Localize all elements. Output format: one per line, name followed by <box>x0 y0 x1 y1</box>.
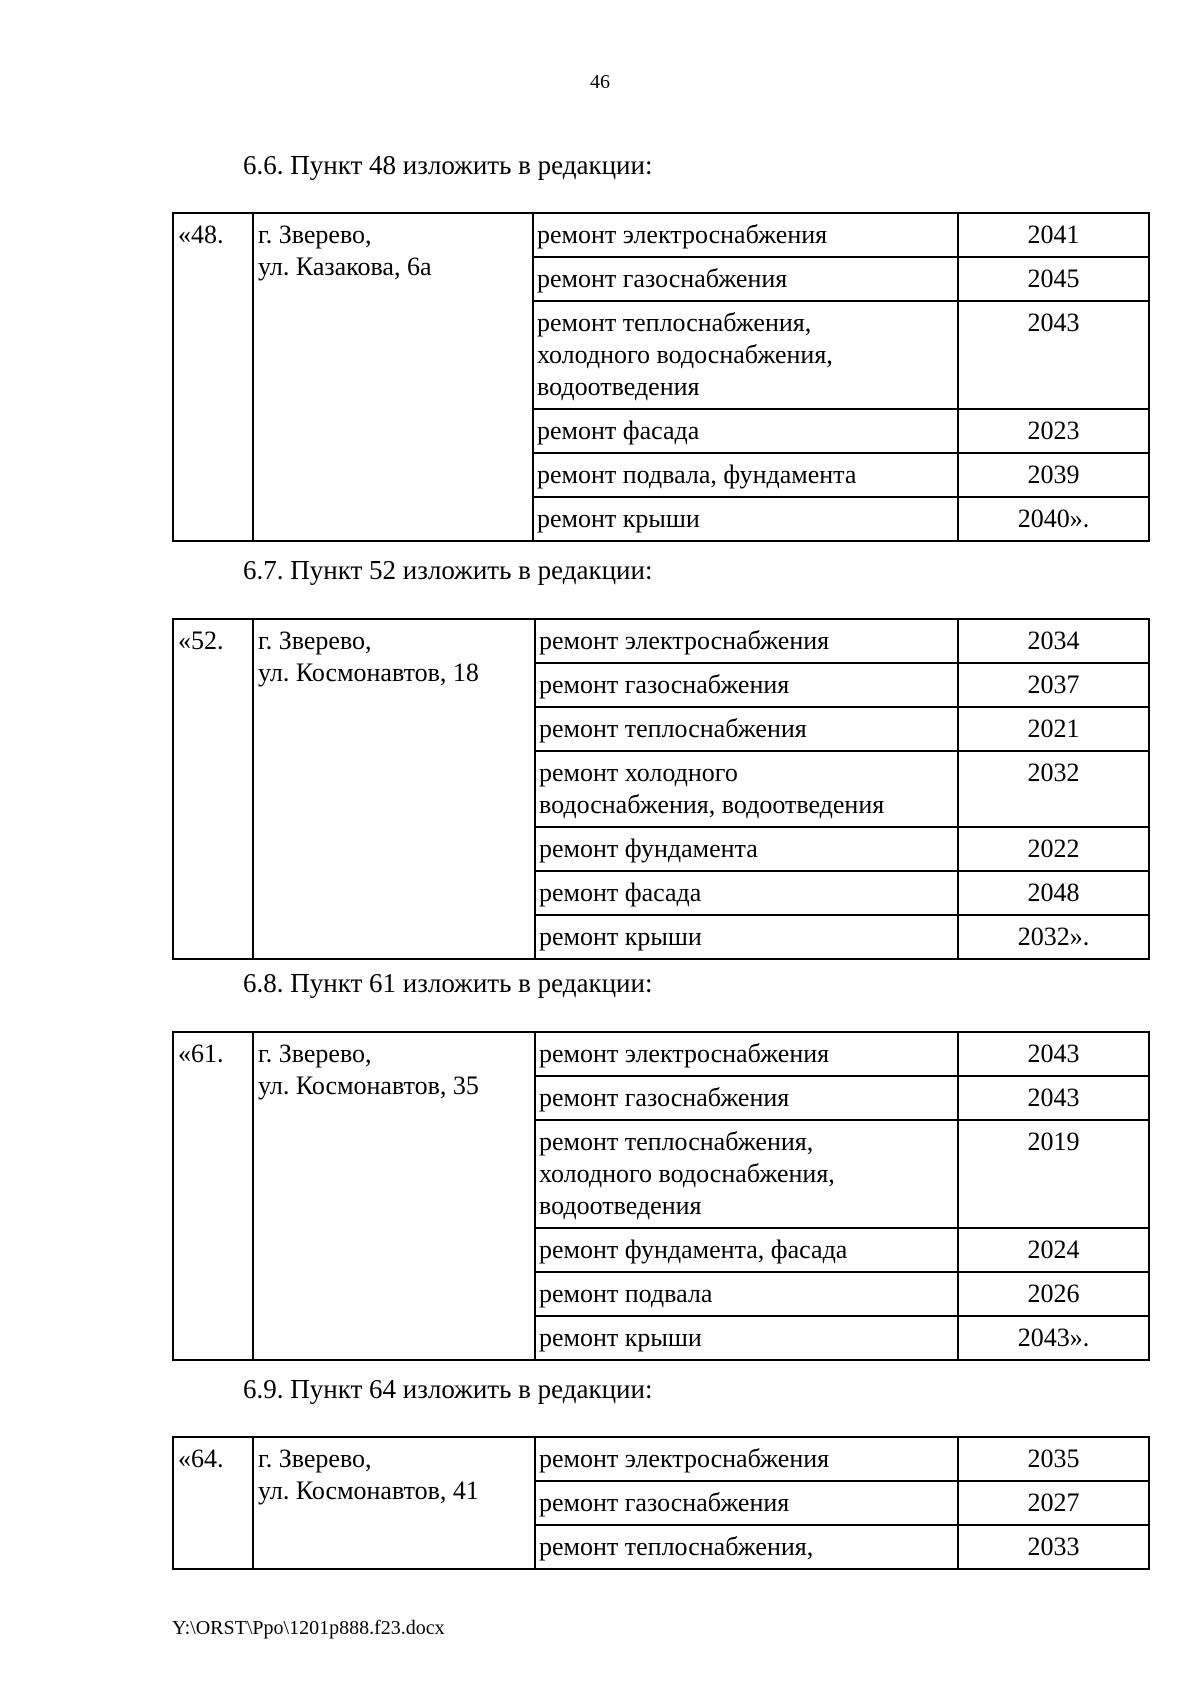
work-type: ремонт фундамента <box>535 827 958 871</box>
table-row <box>173 1437 1149 1481</box>
work-year: 2032 <box>958 751 1149 827</box>
address-city: г. Зверево, <box>258 220 372 249</box>
work-type: ремонт теплоснабжения, <box>535 1525 958 1569</box>
address-cell <box>253 1032 535 1360</box>
amendment-table <box>172 212 1150 542</box>
work-type: ремонт крыши <box>533 497 958 541</box>
table-row <box>173 619 1149 663</box>
work-type: ремонт крыши <box>535 915 958 959</box>
work-year: 2026 <box>958 1272 1149 1316</box>
work-type: ремонт электроснабжения <box>535 1032 958 1076</box>
section-heading: 6.8. Пункт 61 изложить в редакции: <box>243 968 653 998</box>
work-year: 2041 <box>958 213 1149 257</box>
item-number: «52. <box>173 619 253 959</box>
work-year: 2024 <box>958 1228 1149 1272</box>
work-type: ремонт газоснабжения <box>535 1481 958 1525</box>
amendment-table <box>172 1031 1150 1361</box>
work-type: ремонт газоснабжения <box>533 257 958 301</box>
section-heading: 6.7. Пункт 52 изложить в редакции: <box>243 555 653 585</box>
work-year: 2045 <box>958 257 1149 301</box>
work-type: ремонт теплоснабжения <box>535 707 958 751</box>
item-number: «48. <box>173 213 253 541</box>
table-row <box>173 1032 1149 1076</box>
work-year: 2019 <box>958 1120 1149 1228</box>
address-street: ул. Космонавтов, 18 <box>258 658 479 687</box>
address-city: г. Зверево, <box>258 1444 372 1473</box>
work-type: ремонт теплоснабжения, холодного водоснабжения, водоотведения <box>533 301 958 409</box>
work-year: 2021 <box>958 707 1149 751</box>
work-year: 2037 <box>958 663 1149 707</box>
work-year: 2032». <box>958 915 1149 959</box>
table-row <box>173 213 1149 257</box>
amendment-table <box>172 618 1150 960</box>
address-city: г. Зверево, <box>258 1039 372 1068</box>
amendment-table <box>172 1436 1150 1570</box>
address-cell <box>253 1437 535 1569</box>
section-heading: 6.6. Пункт 48 изложить в редакции: <box>243 150 653 180</box>
work-year: 2027 <box>958 1481 1149 1525</box>
work-year: 2043 <box>958 301 1149 409</box>
work-year: 2043 <box>958 1032 1149 1076</box>
work-year: 2034 <box>958 619 1149 663</box>
work-type: ремонт электроснабжения <box>535 619 958 663</box>
work-year: 2022 <box>958 827 1149 871</box>
work-year: 2048 <box>958 871 1149 915</box>
section-heading: 6.9. Пункт 64 изложить в редакции: <box>243 1374 653 1404</box>
work-type: ремонт электроснабжения <box>535 1437 958 1481</box>
work-type: ремонт крыши <box>535 1316 958 1360</box>
work-type: ремонт электроснабжения <box>533 213 958 257</box>
item-number: «64. <box>173 1437 253 1569</box>
work-type: ремонт фасада <box>533 409 958 453</box>
work-type: ремонт газоснабжения <box>535 1076 958 1120</box>
work-year: 2039 <box>958 453 1149 497</box>
work-year: 2023 <box>958 409 1149 453</box>
work-type: ремонт фундамента, фасада <box>535 1228 958 1272</box>
address-street: ул. Космонавтов, 41 <box>258 1476 479 1505</box>
file-path-footer: Y:\ORST\Ppo\1201p888.f23.docx <box>172 1617 445 1639</box>
work-type: ремонт газоснабжения <box>535 663 958 707</box>
work-type: ремонт фасада <box>535 871 958 915</box>
address-cell <box>253 213 533 541</box>
work-type: ремонт теплоснабжения, холодного водоснабжения, водоотведения <box>535 1120 958 1228</box>
address-street: ул. Казакова, 6а <box>258 252 432 281</box>
work-type: ремонт подвала <box>535 1272 958 1316</box>
item-number: «61. <box>173 1032 253 1360</box>
page-number: 46 <box>590 71 610 93</box>
work-year: 2033 <box>958 1525 1149 1569</box>
work-type: ремонт холодного водоснабжения, водоотведения <box>535 751 958 827</box>
work-year: 2040». <box>958 497 1149 541</box>
address-street: ул. Космонавтов, 35 <box>258 1071 479 1100</box>
address-cell <box>253 619 535 959</box>
work-year: 2035 <box>958 1437 1149 1481</box>
address-city: г. Зверево, <box>258 626 372 655</box>
work-type: ремонт подвала, фундамента <box>533 453 958 497</box>
work-year: 2043». <box>958 1316 1149 1360</box>
work-year: 2043 <box>958 1076 1149 1120</box>
